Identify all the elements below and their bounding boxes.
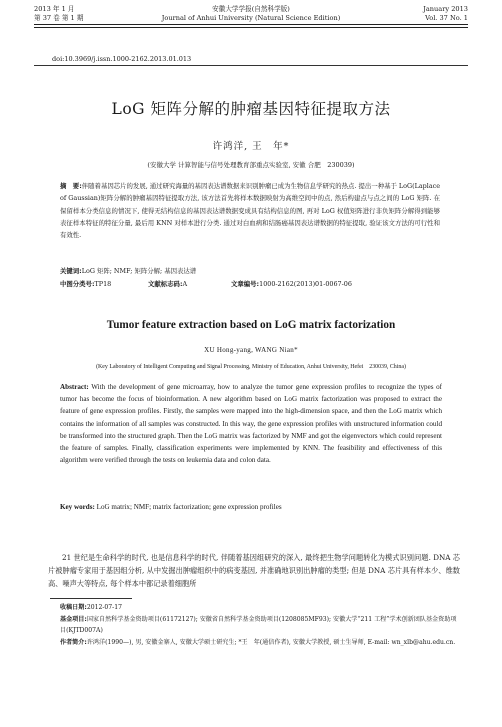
abstract-cn-label: 摘 要: [60,182,82,190]
doi-line: doi:10.3969/j.issn.1000-2162.2013.01.013 [52,55,192,63]
header-rule-thin [34,27,468,28]
keywords-cn-text: LoG 矩阵; NMF; 矩阵分解; 基因表达谱 [81,267,197,275]
received-label: 收稿日期: [60,604,87,611]
volume-issue-en: Vol. 37 No. 1 [425,14,468,22]
funding-value: 国家自然科学基金资助项目(61172127); 安徽省自然科学基金资助项目(1208085MF93); 安徽大学“211 工程”学术创新团队基金资助项目(KJTD007A) [60,616,457,635]
affiliation-en: (Key Laboratory of Intelligent Computing and Signal Processing, Ministry of Education, Anhui University, Hefei 230039, China) [96,364,406,370]
article-title-cn: LoG 矩阵分解的肿瘤基因特征提取方法 [111,100,391,118]
header-rule-thick [34,24,468,25]
body-paragraph: 21 世纪是生命科学的时代, 也是信息科学的时代, 伴随着基因组研究的深入, 最终把生物学问题转化为模式识别问题. DNA 芯片被肿瘤专家用于基因组分析, 从中发掘出肿瘤组织中的病变基因, 并准确地识别出肿瘤的类型; 但是 DNA 芯片具有样本少、维数高、噪声大等特点, 每个样本中都记录着细胞所 [48,553,460,588]
issue-date: 2013 年 1 月 [34,5,75,13]
article-id-value: 1000-2162(2013)01-0067-06 [259,280,352,288]
article-title-en: Tumor feature extraction based on LoG matrix factorization [106,319,396,331]
header-center [34,5,468,23]
article-id-label: 文章编号: [231,280,260,288]
affiliation-cn: (安徽大学 计算智能与信号处理教育部重点实验室, 安徽 合肥 230039) [147,161,355,169]
keywords-en-text: LoG matrix; NMF; matrix factorization; gene expression profiles [96,503,282,511]
classification-row [60,279,440,289]
abstract-cn-text: 伴随着基因芯片的发展, 通过研究海量的基因表达谱数据来识别肿瘤已成为生物信息学研究的热点. 提出一种基于 LoG(Laplace of Gaussian)矩阵分解的肿瘤基因特征提取方法, 该方法首先将样本数据映射为高维空间中的点, 然后构建点与点之间的 LoG 矩阵. 在保留样本分类信息的情况下, 使得无结构信息的基因表达谱数据变成具有结构信息的图, 再对 LoG 权值矩阵进行非负矩阵分解得到能够表征样本特征的特征分量, 最后用 KNN 对样本进行分类. 通过对白血病和结肠癌基因表达谱数据的特征提取, 验证该文方法的可行性和有效性. [60,182,440,240]
clc-value: TP18 [94,280,112,288]
running-header [34,5,468,25]
document-code [148,279,187,288]
keywords-cn-label: 关键词: [60,267,82,275]
keywords-en-label: Key words: [60,503,95,511]
received-value: 2012-07-17 [86,604,122,611]
abstract-en-text: With the development of gene microarray, how to analyze the tumor gene expression profiles to recognize the types of tumor has become the focus of bioinformation. A new algorithm based on LoG matrix factorization was proposed to extract the feature of gene expression profiles. Firstly, the samples were mapped into the high-dimension space, and then the LoG matrix which contains the information of all samples was constructed. In this way, the gene expression profiles with unstructured information could be transformed into the structured graph. Then the LoG matrix was factorized by NMF and got the eigenvectors which could represent the feature of samples. Finally, classification experiments were implemented by KNN. The feasibility and effectiveness of this algorithm were verified through the tests on leukemia data and colon data. [60,383,442,465]
abstract-en-label: Abstract: [60,383,89,391]
author-bio-value: 许鸿洋(1990—), 男, 安徽金寨人, 安徽大学硕士研究生; *王 年(通信作者), 安徽大学教授, 硕士生导师, E-mail: wn_xlb@ahu.edu.cn. [86,639,456,646]
doc-code-label: 文献标志码: [148,280,183,288]
journal-name-en: Journal of Anhui University (Natural Science Edition) [161,14,341,22]
doi-divider [34,65,468,66]
footnote-received [60,602,460,613]
article-id [231,279,352,288]
authors-en: XU Hong-yang, WANG Nian* [204,346,298,354]
funding-label: 基金项目: [60,616,87,623]
footnote-author-bio [60,637,460,648]
keywords-cn [60,266,196,275]
clc-label: 中图分类号: [60,280,95,288]
footnote-funding [60,614,460,636]
clc-number [60,279,111,288]
abstract-cn [60,180,440,241]
header-right [423,5,468,23]
doc-code-value: A [182,280,188,288]
author-bio-label: 作者简介: [60,639,87,646]
journal-name-cn: 安徽大学学报(自然科学版) [212,5,290,13]
authors-cn: 许鸿洋, 王 年* [212,141,290,152]
abstract-en [60,381,442,466]
footnote-rule [50,598,132,599]
volume-issue-cn: 第 37 卷 第 1 期 [34,14,84,22]
keywords-en [60,503,282,511]
issue-month-en: January 2013 [423,5,468,13]
